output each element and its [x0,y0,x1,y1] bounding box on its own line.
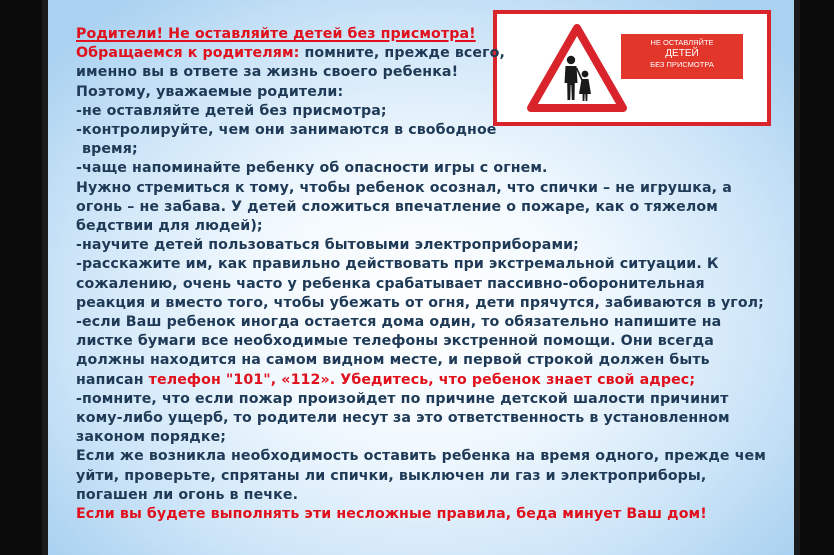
text-line: листке бумаги все необходимые телефоны экстренной помощи. Они всегда [76,333,714,350]
sign-label-line2: ДЕТЕЙ [665,48,699,59]
page-title: Родители! Не оставляйте детей без присмотра! [76,26,476,42]
text-line: -если Ваш ребенок иногда остается дома один, то обязательно напишите на [76,314,722,331]
appeal-red-text: Обращаемся к родителям: [76,45,300,62]
sign-label-line1: НЕ ОСТАВЛЯЙТЕ [650,38,714,47]
appeal-line [76,44,776,63]
text-line: -научите детей пользоваться бытовыми электроприборами; [76,237,579,254]
phone-line [76,371,776,390]
slide [48,0,794,555]
text-line: Если же возникла необходимость оставить ребенка на время одного, прежде чем [76,448,766,465]
text-line: -контролируйте, чем они занимаются в свободное [76,122,497,139]
text-line: уйти, проверьте, спрятаны ли спички, выключен ли газ и электроприборы, [76,467,707,484]
text-line: Нужно стремиться к тому, чтобы ребенок осознал, что спички – не игрушка, а [76,179,732,196]
text-line: огонь – не забава. У детей сложиться впечатление о пожаре, как о тяжелом [76,198,718,215]
text-line: бедствии для людей); [76,218,263,235]
text-line: Поэтому, уважаемые родители: [76,83,344,100]
phone-prefix: написан [76,371,149,388]
text-line: кому-либо ущерб, то родители несут за это ответственность в установленном [76,410,730,427]
appeal-rest-text: помните, прежде всего, [299,45,506,62]
text-line: законом порядке; [76,429,227,446]
body-text [76,25,776,524]
text-line: реакция и вместо того, чтобы убежать от огня, дети прячутся, забиваются в угол; [76,294,764,311]
final-warning: Если вы будете выполнять эти несложные правила, беда минует Ваш дом! [76,506,707,523]
text-line: именно вы в ответе за жизнь своего ребенка! [76,64,459,81]
text-line: -расскажите им, как правильно действовать при экстремальной ситуации. К [76,256,719,273]
slide-border-right [794,0,800,555]
text-line: -помните, что если пожар произойдет по причине детской шалости причинит [76,390,729,407]
text-line: погашен ли огонь в печке. [76,486,299,503]
phone-red-text: телефон "101", «112». Убедитесь, что ребенок знает свой адрес; [148,371,696,388]
text-line: должны находится на самом видном месте, и первой строкой должен быть [76,352,710,369]
sign-label-line3: БЕЗ ПРИСМОТРА [650,60,714,69]
text-line: -чаще напоминайте ребенку об опасности игры с огнем. [76,160,548,177]
text-line: -не оставляйте детей без присмотра; [76,102,387,119]
text-line: время; [82,141,138,158]
text-line: сожалению, очень часто у ребенка срабатывает пассивно-оборонительная [76,275,705,292]
